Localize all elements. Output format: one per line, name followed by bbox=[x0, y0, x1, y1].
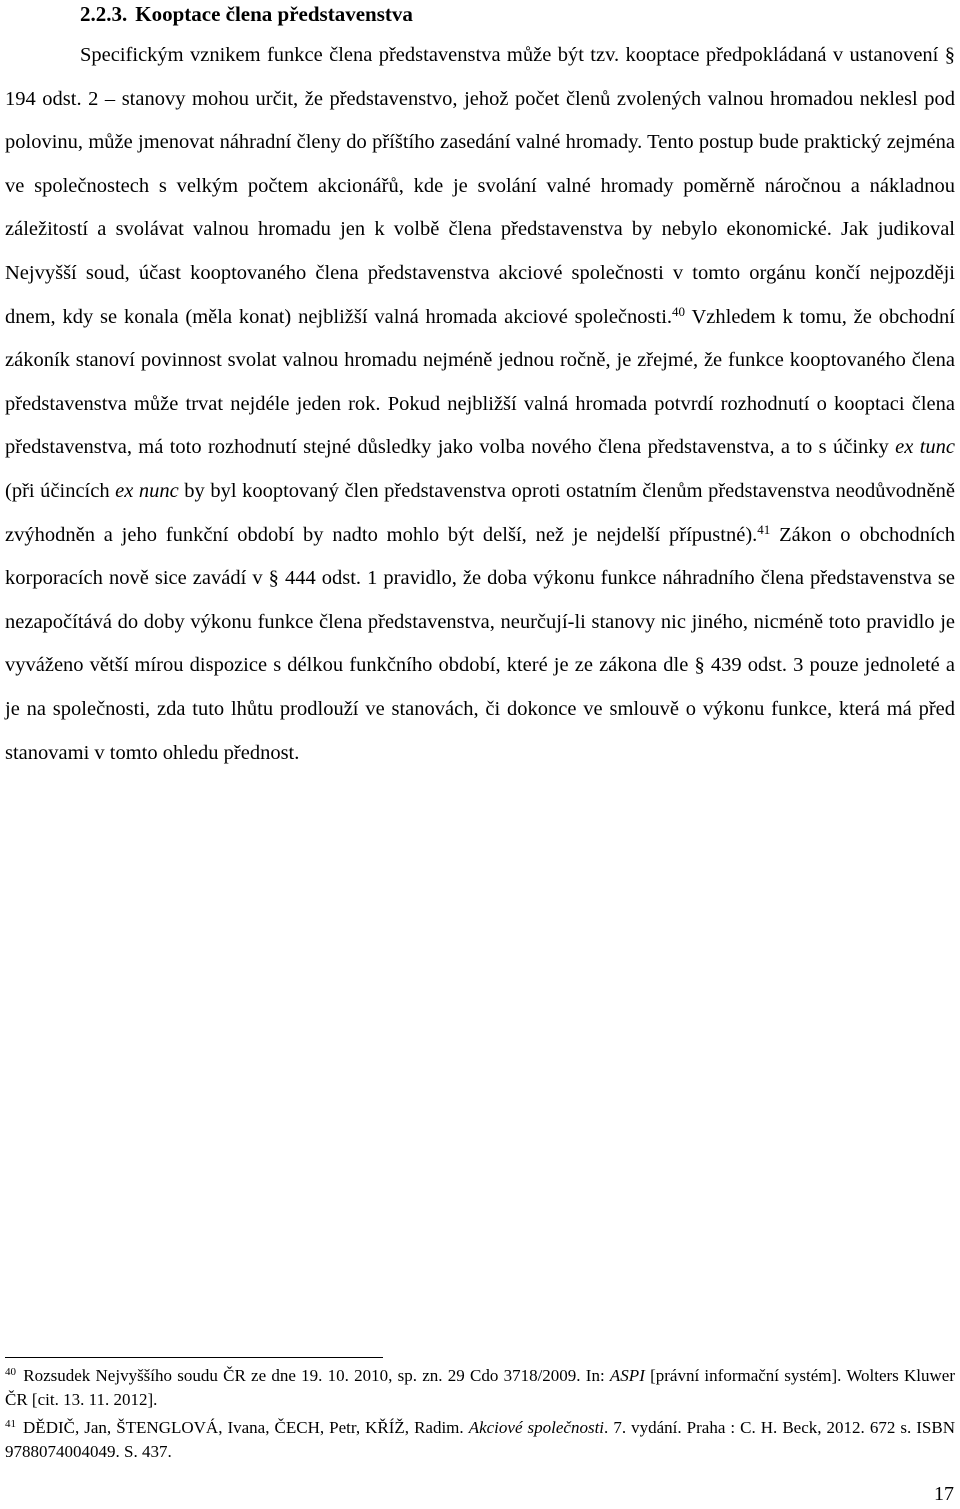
footnotes bbox=[5, 1364, 955, 1468]
footnote-text: Rozsudek Nejvyššího soudu ČR ze dne 19. 10. 2010, sp. zn. 29 Cdo 3718/2009. In: bbox=[18, 1366, 610, 1385]
footnote-separator bbox=[5, 1357, 383, 1358]
footnote-41 bbox=[5, 1416, 955, 1464]
footnote-ref-41[interactable]: 41 bbox=[757, 521, 771, 537]
footnote-40 bbox=[5, 1364, 955, 1412]
paragraph-text-5: Zákon o obchodních korporacích nově sice zavádí v § 444 odst. 1 pravidlo, že doba výkonu funkce náhradního člena představenstva se nezapočítává do doby výkonu funkce člena představenstva, neurčují-li stanovy nic jiného, nicméně toto pravidlo je vyváženo větší mírou dispozice s délkou funkčního období, které je ze zákona dle § 439 odst. 3 pouze jednoleté a je na společnosti, zda tuto lhůtu prodlouží ve stanovách, či dokonce ve smlouvě o výkonu funkce, která má před stanovami v tomto ohledu přednost. bbox=[5, 523, 956, 764]
latin-term-ex-nunc: ex nunc bbox=[115, 479, 179, 502]
footnote-text: [právní informační systém]. Wolters Kluwer ČR [cit. 13. 11. 2012]. bbox=[5, 1366, 955, 1409]
body-paragraph bbox=[5, 34, 955, 775]
paragraph-text-3: (při účincích bbox=[5, 479, 116, 502]
footnote-text: . 7. vydání. Praha : C. H. Beck, 2012. 672 s. ISBN 9788074004049. S. 437. bbox=[5, 1418, 956, 1461]
paragraph-text-2: Vzhledem k tomu, že obchodní zákoník stanoví povinnost svolat valnou hromadu nejméně jednou ročně, je zřejmé, že funkce kooptovaného člena představenstva může trvat nejdéle jeden rok. Pokud nejbližší valná hromada potvrdí rozhodnutí o kooptaci člena představenstva, má toto rozhodnutí stejné důsledky jako volba nového člena představenstva, a to s účinky bbox=[5, 305, 955, 459]
footnote-text: DĚDIČ, Jan, ŠTENGLOVÁ, Ivana, ČECH, Petr, KŘÍŽ, Radim. bbox=[18, 1418, 469, 1437]
page-number: 17 bbox=[934, 1483, 954, 1505]
footnote-ref-40[interactable]: 40 bbox=[672, 303, 686, 319]
footnote-number: 41 bbox=[5, 1418, 16, 1430]
section-number: 2.2.3. bbox=[80, 2, 128, 26]
paragraph-text-4: by byl kooptovaný člen představenstva oproti ostatním členům představenstva neodůvodněně zvýhodněn a jeho funkční období by nadto mohlo být delší, než je nejdelší přípustné). bbox=[5, 479, 955, 546]
section-title: Kooptace člena představenstva bbox=[135, 2, 413, 26]
footnote-italic: Akciové společnosti bbox=[468, 1418, 605, 1437]
latin-term-ex-tunc: ex tunc bbox=[895, 436, 955, 459]
paragraph-text-1: Specifickým vznikem funkce člena představenstva může být tzv. kooptace předpokládaná v ustanovení § 194 odst. 2 – stanovy mohou určit, že představenstvo, jehož počet členů zvolených valnou hromadou neklesl pod polovinu, může jmenovat náhradní členy do příštího zasedání valné hromady. Tento postup bude praktický zejména ve společnostech s velkým počtem akcionářů, kde je svolání valné hromady poměrně náročnou a nákladnou záležitostí a svolávat valnou hromadu jen k volbě člena představenstva by nebylo ekonomické. Jak judikoval Nejvyšší soud, účast kooptovaného člena představenstva akciové společnosti v tomto orgánu končí nejpozději dnem, kdy se konala (měla konat) nejbližší valná hromada akciové společnosti. bbox=[5, 44, 955, 328]
section-heading bbox=[80, 0, 413, 28]
footnote-number: 40 bbox=[5, 1366, 16, 1378]
footnote-italic: ASPI bbox=[609, 1366, 645, 1385]
